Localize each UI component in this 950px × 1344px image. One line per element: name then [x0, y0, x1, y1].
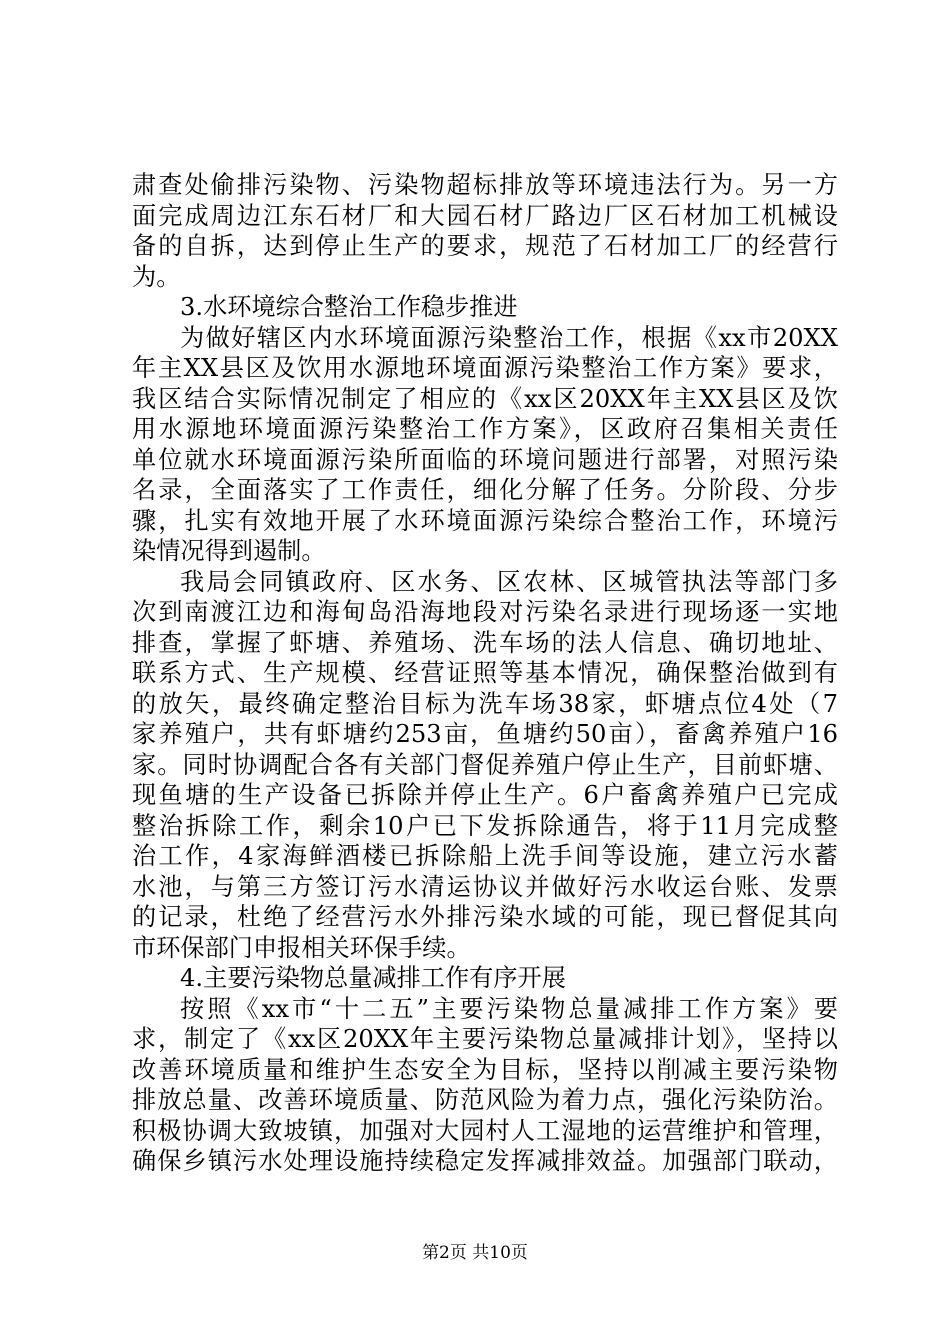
text-line: 家。同时协调配合各有关部门督促养殖户停止生产，目前虾塘、	[132, 750, 838, 779]
text-line: 联系方式、生产规模、经营证照等基本情况，确保整治做到有	[132, 659, 838, 687]
text-line: 整治拆除工作，剩余10户已下发拆除通告，将于11月完成整	[132, 811, 838, 840]
text-line: 积极协调大致坡镇，加强对大园村人工湿地的运营维护和管理，	[132, 1116, 838, 1145]
text-line: 我区结合实际情况制定了相应的《xx区20XX年主XX县区及饮	[132, 384, 838, 413]
text-line: 年主XX县区及饮用水源地环境面源污染整治工作方案》要求，	[132, 354, 838, 382]
text-line: 骤，扎实有效地开展了水环境面源污染综合整治工作，环境污	[132, 506, 838, 535]
text-line: 现鱼塘的生产设备已拆除并停止生产。6户畜禽养殖户已完成	[132, 781, 838, 809]
text-line: 4.主要污染物总量减排工作有序开展	[180, 964, 566, 992]
text-line: 排查，掌握了虾塘、养殖场、洗车场的法人信息、确切地址、	[132, 628, 838, 657]
text-line: 的记录，杜绝了经营污水外排污染水域的可能，现已督促其向	[132, 903, 838, 931]
text-line: 市环保部门申报相关环保手续。	[132, 933, 471, 962]
text-line: 排放总量、改善环境质量、防范风险为着力点，强化污染防治。	[132, 1086, 838, 1114]
text-line: 治工作，4家海鲜酒楼已拆除船上洗手间等设施，建立污水蓄	[132, 842, 838, 870]
text-line: 为做好辖区内水环境面源污染整治工作，根据《xx市20XX	[180, 323, 838, 352]
text-line: 求，制定了《xx区20XX年主要污染物总量减排计划》，坚持以	[132, 1025, 838, 1053]
text-line: 为。	[132, 262, 181, 291]
text-line: 按照《xx市“十二五”主要污染物总量减排工作方案》要	[180, 994, 838, 1023]
text-line: 面完成周边江东石材厂和大园石材厂路边厂区石材加工机械设	[132, 201, 838, 230]
text-line: 改善环境质量和维护生态安全为目标，坚持以削减主要污染物	[132, 1055, 838, 1084]
text-line: 肃查处偷排污染物、污染物超标排放等环境违法行为。另一方	[132, 171, 838, 199]
text-line: 染情况得到遏制。	[132, 537, 326, 565]
text-line: 次到南渡江边和海甸岛沿海地段对污染名录进行现场逐一实地	[132, 598, 838, 626]
text-line: 备的自拆，达到停止生产的要求，规范了石材加工厂的经营行	[132, 232, 838, 260]
document-body	[132, 170, 838, 1177]
page-footer: 第2页 共10页	[422, 1243, 528, 1263]
text-line: 3.水环境综合整治工作稳步推进	[180, 293, 518, 321]
text-line: 名录，全面落实了工作责任，细化分解了任务。分阶段、分步	[132, 476, 838, 504]
text-line: 我局会同镇政府、区水务、区农林、区城管执法等部门多	[180, 567, 838, 596]
text-line: 单位就水环境面源污染所面临的环境问题进行部署，对照污染	[132, 445, 838, 474]
text-line: 确保乡镇污水处理设施持续稳定发挥减排效益。加强部门联动，	[132, 1147, 838, 1175]
text-line: 用水源地环境面源污染整治工作方案》，区政府召集相关责任	[132, 415, 838, 443]
text-line: 水池，与第三方签订污水清运协议并做好污水收运台账、发票	[132, 872, 838, 901]
text-line: 家养殖户，共有虾塘约253亩，鱼塘约50亩），畜禽养殖户16	[132, 720, 838, 748]
text-line: 的放矢，最终确定整治目标为洗车场38家，虾塘点位4处（7	[132, 689, 838, 718]
